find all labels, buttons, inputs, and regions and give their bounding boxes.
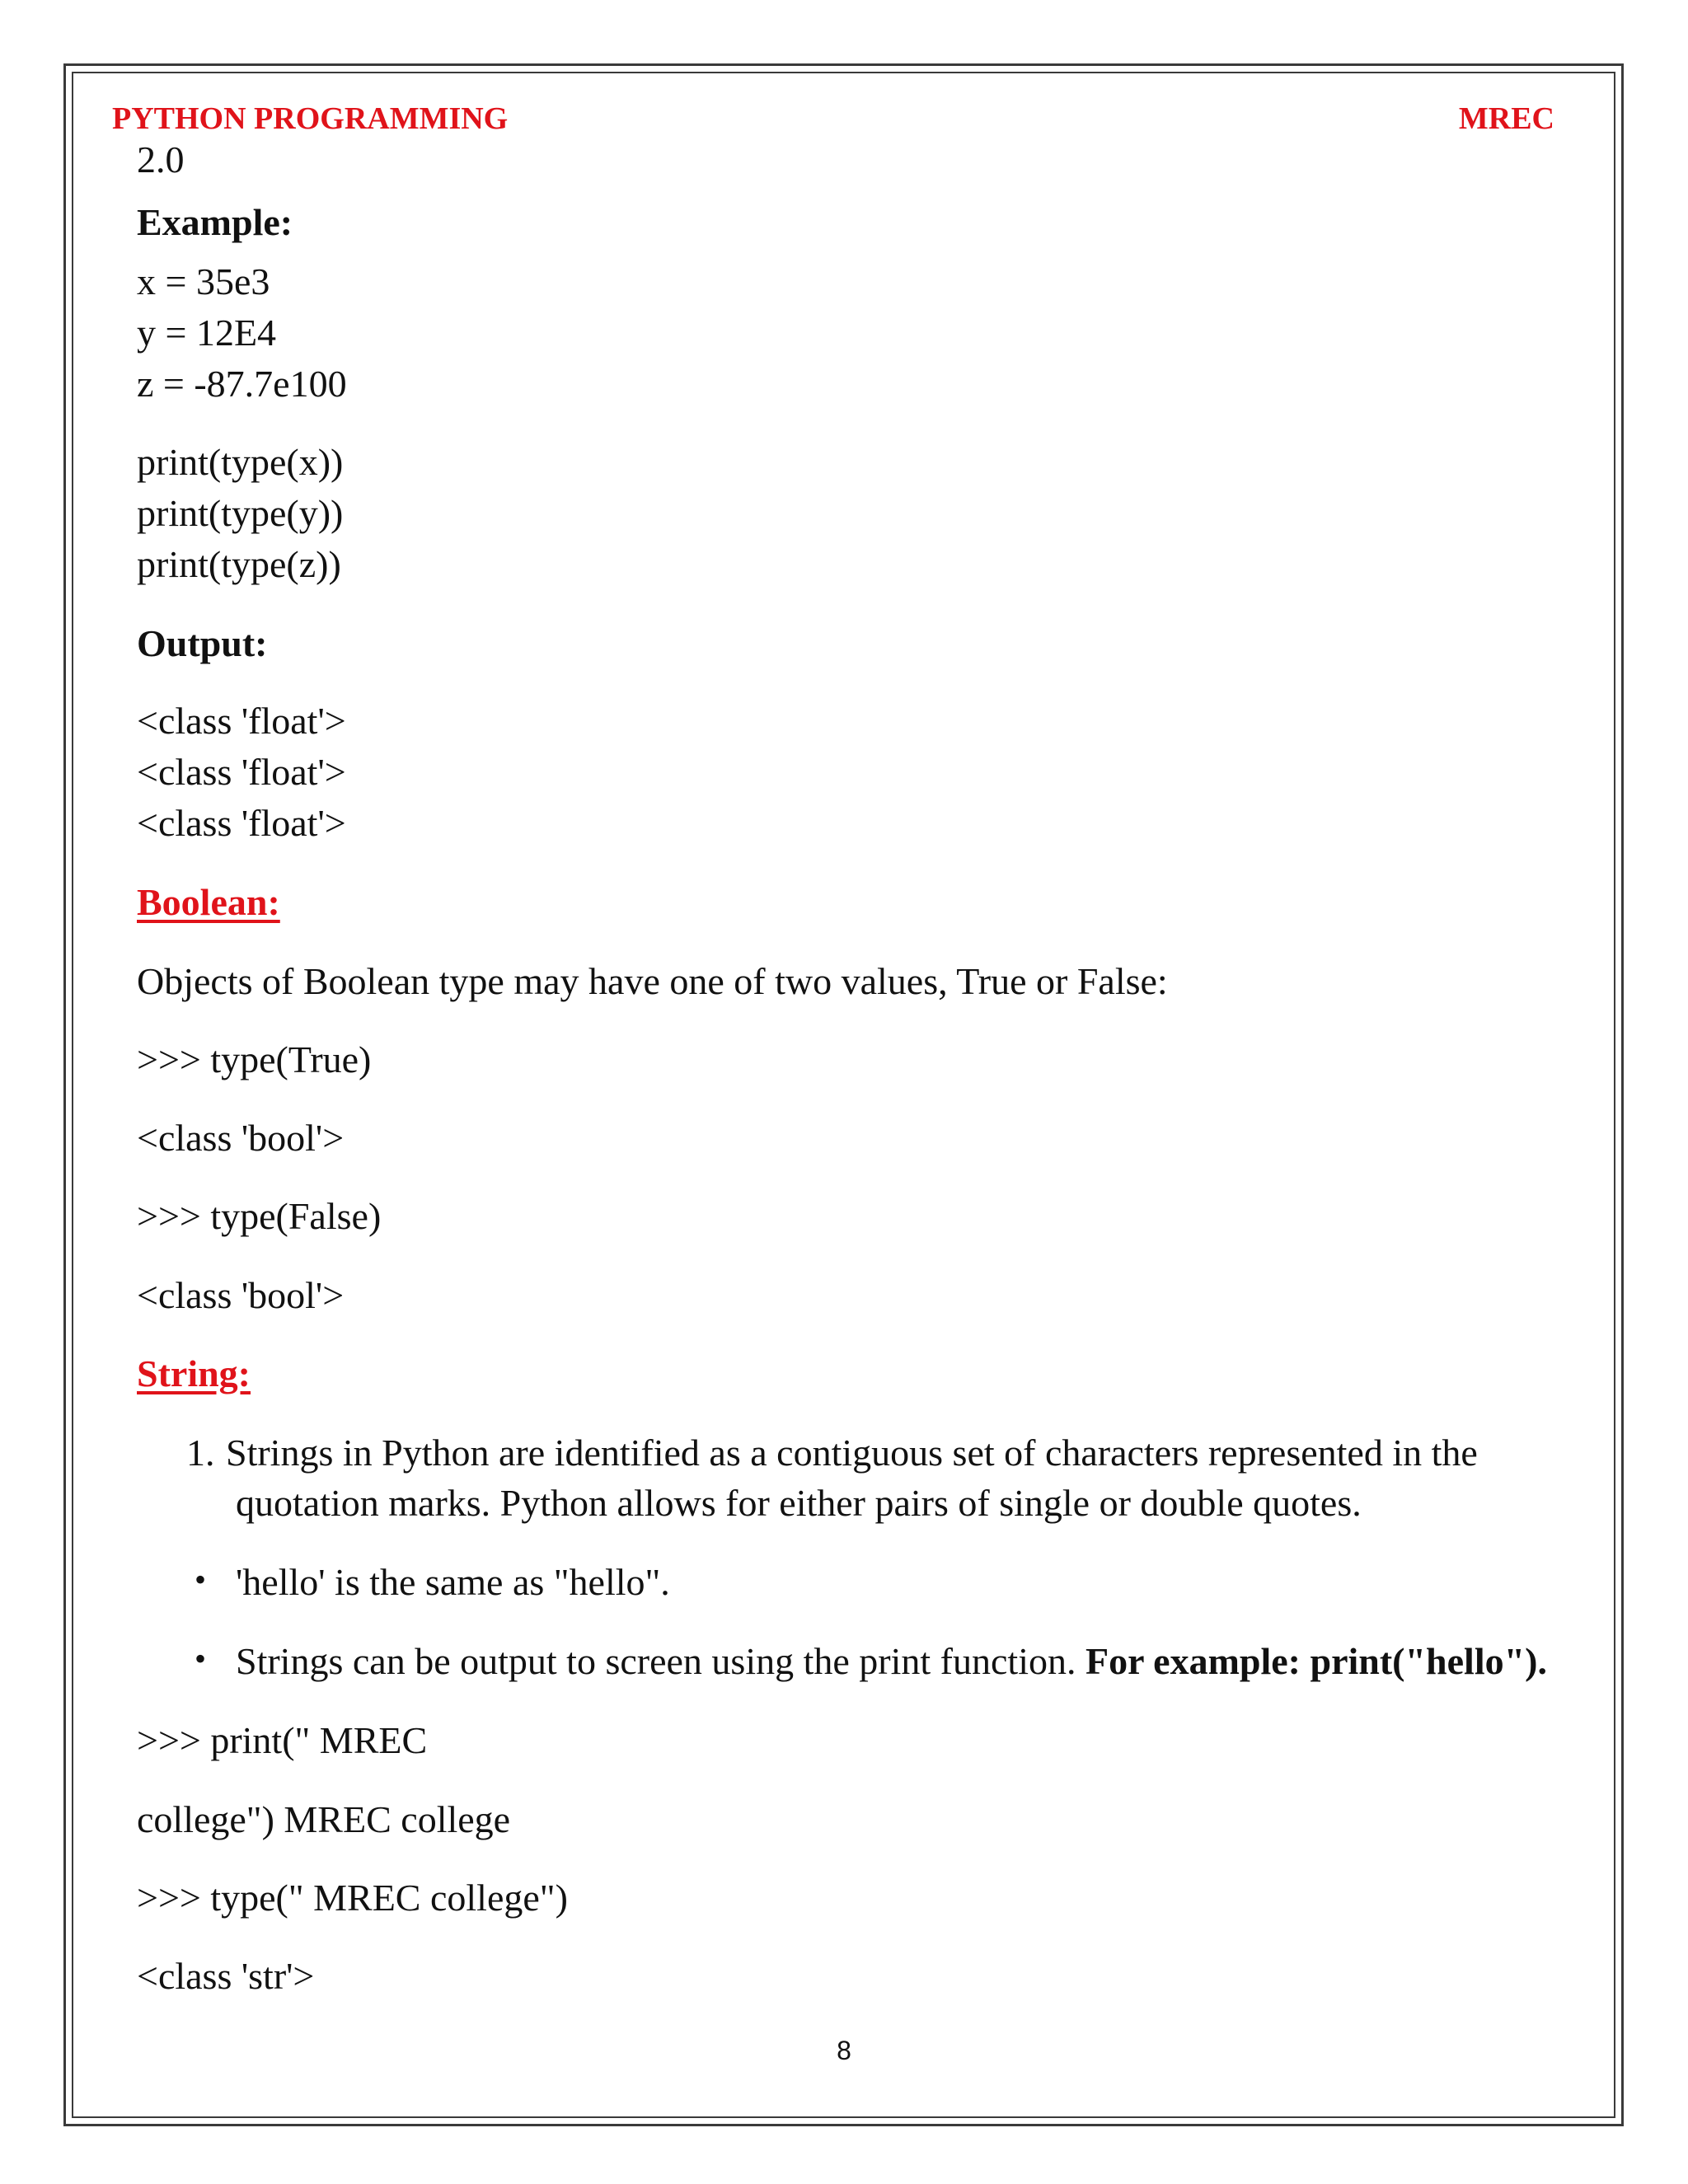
code-line: x = 35e3 (137, 260, 270, 302)
output-line: <class 'str'> (137, 1955, 315, 1997)
bullet-text: 'hello' is the same as "hello". (236, 1561, 670, 1603)
code-line: >>> type(" MREC college") (137, 1877, 568, 1919)
output-line: <class 'float'> (137, 802, 346, 844)
code-line: y = 12E4 (137, 312, 277, 354)
output-line: <class 'float'> (137, 700, 346, 742)
list-item-text: Strings in Python are identified as a contiguous set of characters represented in the (226, 1432, 1478, 1474)
previous-output-line: 2.0 (137, 138, 185, 180)
list-number: 1. (186, 1432, 215, 1474)
bullet-icon: • (195, 1561, 207, 1598)
code-line: print(type(x)) (137, 441, 344, 483)
list-item-continuation: quotation marks. Python allows for either pairs of single or double quotes. (236, 1482, 1362, 1524)
example-label: Example: (137, 201, 293, 243)
code-line: print(type(z)) (137, 543, 341, 585)
boolean-heading: Boolean: (137, 881, 280, 923)
code-line: z = -87.7e100 (137, 363, 347, 405)
code-line: >>> print(" MREC (137, 1719, 428, 1761)
bullet-icon: • (195, 1640, 207, 1677)
header-title: PYTHON PROGRAMMING (112, 101, 509, 136)
bullet-bold-text: For example: print("hello"). (1085, 1640, 1547, 1682)
bullet-text-container (236, 1640, 1547, 1684)
code-line: >>> type(False) (137, 1195, 382, 1237)
string-heading: String: (137, 1352, 251, 1394)
output-line: <class 'float'> (137, 751, 346, 793)
output-line: <class 'bool'> (137, 1117, 345, 1159)
code-line: print(type(y)) (137, 492, 344, 534)
header-institution: MREC (1458, 101, 1554, 136)
code-line: >>> type(True) (137, 1038, 372, 1080)
output-label: Output: (137, 622, 268, 664)
output-line: college") MREC college (137, 1798, 511, 1840)
page-number: 8 (837, 2036, 851, 2065)
bullet-text: Strings can be output to screen using the print function. (236, 1640, 1085, 1682)
output-line: <class 'bool'> (137, 1274, 345, 1316)
boolean-description: Objects of Boolean type may have one of two values, True or False: (137, 960, 1168, 1002)
